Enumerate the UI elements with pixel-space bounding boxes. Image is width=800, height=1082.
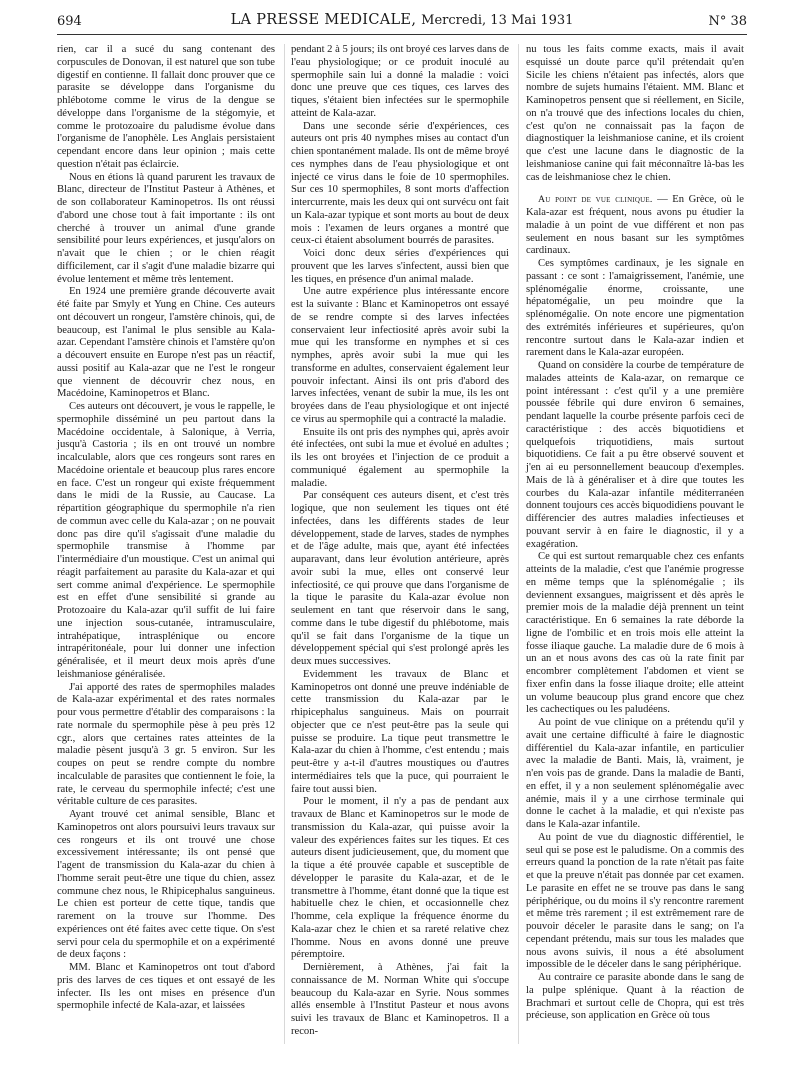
running-title bbox=[57, 12, 747, 28]
paragraph: Pour le moment, il n'y a pas de pendant aux travaux de Blanc et Kaminopetros sur le mode de transmission du Kala-azar, qui puisse avoir la valeur des expériences faites sur les tiques. Et ces auteurs disent judicieusement, que, du moment que la tique a été prouvée capable et susceptible de développer le parasite du Kala-azar, et de le transmettre à l'homme, étant donné que la tique est habituelle chez le chien, et occasionnelle chez l'homme, cela explique la fréquence énorme du Kala-azar chez le chien et sa rareté relative chez l'homme. Nous en avons donné une preuve péremptoire. bbox=[291, 796, 509, 961]
paragraph: Dernièrement, à Athènes, j'ai fait la connaissance de M. Norman White qui s'occupe beaucoup du Kala-azar en Syrie. Nous sommes allés ensemble à l'Institut Pasteur et nous avons suivi les travaux de Blanc et Kaminopetros. Il a recon- bbox=[291, 962, 509, 1037]
paragraph: nu tous les faits comme exacts, mais il avait esquissé un doute parce qu'il prétendait qu'en Sicile les chiens n'étaient pas infectés, alors que nombre de sujets humains l'étaient. MM. Blanc et Kaminopetros pensent que si réellement, en Sicile, on n'a trouvé que des infections locales du chien, c'est qu'on ne connaissait pas la façon de diagnostiquer la leishmaniose canine, et ils croient que c'est une lacune dans le diagnostic de la leishmaniose canine qui fait méconnaître là-bas les cas de leishmaniose chez le chien. bbox=[526, 44, 744, 183]
paragraph: J'ai apporté des rates de spermophiles malades de Kala-azar expérimental et des rates normales pour vous permettre d'établir des comparaisons : la rate normale du spermophile pèse à peu près 12 cgr., alors que certaines rates atteintes de la maladie pèsent jusqu'à 3 gr. 5 environ. Sur les coupes on peut se rendre compte du nombre incalculable de parasites que contiennent le foie, la rate, le cerveau du spermophile infecté; c'est une véritable culture de ces parasites. bbox=[57, 681, 275, 808]
paragraph: Ensuite ils ont pris des nymphes qui, après avoir été infectées, ont subi la mue et évolué en adultes ; ils les ont broyées et l'injection de ce produit a communiqué également au spermophile la maladie. bbox=[291, 426, 509, 489]
section-paragraph bbox=[526, 194, 744, 258]
paragraph: Nous en étions là quand parurent les travaux de Blanc, directeur de l'Institut Pasteur à Athènes, et de son collaborateur Kaminopetros. Ils ont réussi d'abord une chose tout à fait importante : ils ont cherché à trouver un animal d'une grande sensibilité pour leurs expériences, et jusqu'alors on n'avait que le chien ; or le chien réagit difficilement, car il s'agit d'une maladie bizarre qui évolue lentement et même très lentement. bbox=[57, 171, 275, 285]
paragraph: Ces auteurs ont découvert, je vous le rappelle, le spermophile disséminé un peu partout dans la Macédoine occidentale, à Salonique, à Verria, jusqu'à Castoria ; ils en ont trouvé un nombre incalculable, alors que ces rongeurs sont rares en Macédoine orientale et beaucoup plus rares encore en face. C'est un rongeur qui existe fréquemment dans le midi de la Russie, au Caucase. La répartition géographique du spermophile n'a rien de commun avec celle du Kala-azar ; on ne pouvait donc pas dire qu'il s'agissait d'une maladie du spermophile transmise à l'homme par l'intermédiaire d'un moustique. C'est un animal qui réagit parfaitement au parasite du Kala-azar et qui sert comme animal d'expérience. Le spermophile est en effet d'une sensibilité si grande au Protozoaire du Kala-azar qu'il suffit de lui faire une injection sous-cutanée, intramusculaire, intrahépatique, intrasplénique ou encore intrapéritonéale, pour lui donner une infection généralisée, et il meurt deux mois après d'une leishmaniose généralisée. bbox=[57, 401, 275, 680]
journal-name: LA PRESSE MEDICALE, bbox=[230, 12, 417, 28]
paragraph: Au point de vue clinique on a prétendu qu'il y avait une certaine difficulté à faire le diagnostic différentiel du Kala-azar infantile, en particulier avec la maladie de Banti. Mais, là, vraiment, je n'en vois pas de grande. Dans la maladie de Banti, en effet, il y a non seulement splénomégalie avec anémie, mais il y a une cirrhose terminale qui donne le cachet à la maladie, et qui n'existe pas dans le Kala-azar infantile. bbox=[526, 717, 744, 830]
paragraph: En 1924 une première grande découverte avait été faite par Smyly et Yung en Chine. Ces auteurs ont découvert un rongeur, l'amstère chinois, qui, de beaucoup, est l'animal le plus sensible au Kala-azar. Cependant l'amstère chinois et l'amstère qu'on a découvert ensuite en Europe n'est pas un réactif, aussi positif au Kala-azar que ne l'est le rongeur que viennent de découvrir chez nous, en Macédoine, Kaminopetros et Blanc. bbox=[57, 286, 275, 400]
text-column-2 bbox=[291, 44, 509, 1039]
paragraph: Ce qui est surtout remarquable chez ces enfants atteints de la maladie, c'est que l'anémie progresse en même temps que la splénomégalie ; ils deviennent exsangues, maigrissent et dès après le premier mois de la maladie déjà prennent un teint caractéristique. En 6 semaines la rate déborde la ligne de l'ombilic et en trois mois elle atteint la fosse iliaque gauche. La maladie dure de 6 mois à un an et nous avons des cas où la rate finit par encombrer complètement l'abdomen et vient se fixer enfin dans la fosse iliaque droite; elle atteint un volume beaucoup plus grand encore que chez les cachectiques ou les paludéens. bbox=[526, 551, 744, 716]
paragraph: Une autre expérience plus intéressante encore est la suivante : Blanc et Kaminopetros ont essayé de se rendre compte si des larves infectées conservaient leur infectiosité après avoir subi la mue qui les transforme en nymphes et si ces nymphes, après avoir subi la mue qui les transforme en adultes, conservaient également leur pouvoir infectant. Ainsi ils ont pris d'abord des larves infectées, venant de subir la mue, ils les ont broyées dans de l'eau physiologique et ont injecté ce virus au spermophile qui a contracté la maladie. bbox=[291, 286, 509, 425]
issue-number: N° 38 bbox=[708, 14, 747, 29]
page-header bbox=[57, 12, 747, 32]
paragraph: Quand on considère la courbe de température de malades atteints de Kala-azar, on remarque ce point intéressant : c'est qu'il y a une première poussée fébrile qui dure environ 6 semaines, pendant laquelle la courbe présente parfois ceci de caractéristique : des accès biquotidiens et quelquefois triquotidiens, mais surtout biquotidiens. Ce fait a pu être observé souvent et j'en ai eu personnellement beaucoup d'exemples. Mais de là à généraliser et à dire que toutes les courbes du Kala-azar infantile méditerranéen donnent toujours ces accès biquodidiens pouvant le différencier des autres maladies infectieuses et pouvant servir à en faire le diagnostic, il y a exagération. bbox=[526, 360, 744, 550]
column-divider bbox=[518, 44, 519, 1044]
paragraph: Voici donc deux séries d'expériences qui prouvent que les larves s'infectent, aussi bien que les tiques, en présence d'un animal malade. bbox=[291, 248, 509, 285]
paragraph: pendant 2 à 5 jours; ils ont broyé ces larves dans de l'eau physiologique; or ce produit inoculé au spermophile sain lui a donné la maladie : voici donc une preuve que ces tiques, ces larves des tiques, s'étaient bien infectées sur le spermophile atteint de Kala-azar. bbox=[291, 44, 509, 119]
paragraph: rien, car il a sucé du sang contenant des corpuscules de Donovan, il est naturel que son tube digestif en contienne. Il fallait donc prouver que ce parasite se développe dans l'organisme du phlébotome comme le virus de la dengue se développe dans l'organisme de la stégomyie, et comme le protozoaire du paludisme évolue dans l'organisme de l'anophèle. Les Anglais persistaient cependant encore dans leur opinion ; mais cette question n'était pas éclaircie. bbox=[57, 44, 275, 170]
header-rule bbox=[57, 34, 747, 35]
page-number: 694 bbox=[57, 14, 82, 29]
paragraph: Dans une seconde série d'expériences, ces auteurs ont pris 40 nymphes mises au contact d'un chien spontanément malade. Ils ont de même broyé ces nymphes dans de l'eau physiologique et ont injecté ce virus dans le foie de 10 spermophiles. Sur ces 10 spermophiles, 8 sont morts d'affection intercurrente, mais les deux qui ont survécu ont fait un Kala-azar typique et sont morts au bout de deux mois : l'examen de leurs organes a montré que ceux-ci étaient absolument bourrés de parasites. bbox=[291, 120, 509, 247]
paragraph: Ces symptômes cardinaux, je les signale en passant : ce sont : l'amaigrissement, l'anémie, une splénomégalie énorme, croissante, une hépatomégalie, un peu moindre que la splénomégalie. On note encore une pigmentation des extrémités inférieures et supérieures, qu'on rencontre surtout dans le Kala-azar indien et rarement dans le Kala-azar européen. bbox=[526, 258, 744, 359]
paragraph: MM. Blanc et Kaminopetros ont tout d'abord pris des larves de ces tiques et ont essayé de les infecter. Ils les ont mises en présence d'un spermophile infecté de Kala-azar, et laissées bbox=[57, 962, 275, 1012]
paragraph: Ayant trouvé cet animal sensible, Blanc et Kaminopetros ont alors poursuivi leurs travaux sur ces rongeurs et ils ont trouvé une chose excessivement intéressante; ils ont pensé que l'agent de transmission du Kala-azar du chien à l'homme serait peut-être une tique du chien, assez commune chez nous, le Rhipicephalus sanguineus. Le chien est porteur de cette tique, tandis que rarement on la trouve sur l'homme. Des expériences ont été faites avec cette tique. On s'est servi pour cela du spermophile et on a expérimenté de deux façons : bbox=[57, 809, 275, 961]
text-column-1 bbox=[57, 44, 275, 1013]
paragraph: Evidemment les travaux de Blanc et Kaminopetros ont donné une preuve indéniable de cette transmission du Kala-azar par le rhipicephalus sanguineus. Mais on pourrait objecter que ce n'est peut-être pas la seule qui puisse se produire. La tique peut transmettre le Kala-azar du chien à l'homme, c'est entendu ; mais peut-être y a-t-il d'autres moustiques ou d'autres intermédiaires tels que la puce, qui pourraient le faire tout aussi bien. bbox=[291, 668, 509, 795]
paragraph: Au point de vue du diagnostic différentiel, le seul qui se pose est le paludisme. On a commis des erreurs quand la ponction de la rate n'était pas faite et que la preuve n'était pas donnée par cet examen. Le parasite en effet ne se trouve pas dans le sang périphérique, ou du moins il s'y rencontre rarement et même très rarement ; il est extrêmement rare de pouvoir déceler le parasite dans le sang; on l'a cependant prétendu, mais sur tous les malades que nous avons suivis, il nous a été absolument impossible de le déceler dans le sang périphérique. bbox=[526, 831, 744, 971]
paragraph: Par conséquent ces auteurs disent, et c'est très logique, que non seulement les tiques ont été infectées, dans les différents stades de leur développement, stade de larves, stades de nymphes et de l'âge adulte, mais que, ayant été infectées auparavant, dans leur évolution antérieure, après avoir subi la mue, elles ont conservé leur infectiosité, ce qui prouve que dans l'organisme de la tique le parasite du Kala-azar évolue non seulement en tant que réservoir dans le sang, comme dans le tube digestif du phlébotome, mais qu'il se fait dans l'organisme de la tique un développement spécial qui s'est prolongé après les deux mues successives. bbox=[291, 490, 509, 667]
text-column-3 bbox=[526, 44, 744, 1023]
section-text: — En Grèce, où le Kala-azar est fréquent, nous avons pu étudier la maladie à un point de vue différent et non pas seulement en nous basant sur les symptômes cardinaux. bbox=[526, 194, 744, 257]
section-heading: Au point de vue clinique. bbox=[538, 194, 653, 206]
column-divider bbox=[284, 44, 285, 1044]
issue-date: Mercredi, 13 Mai 1931 bbox=[421, 13, 574, 28]
paragraph: Au contraire ce parasite abonde dans le sang de la pulpe splénique. Quant à la réaction de Brachmari et surtout celle de Chopra, qui est très précieuse, son application en Grèce où tous bbox=[526, 972, 744, 1022]
